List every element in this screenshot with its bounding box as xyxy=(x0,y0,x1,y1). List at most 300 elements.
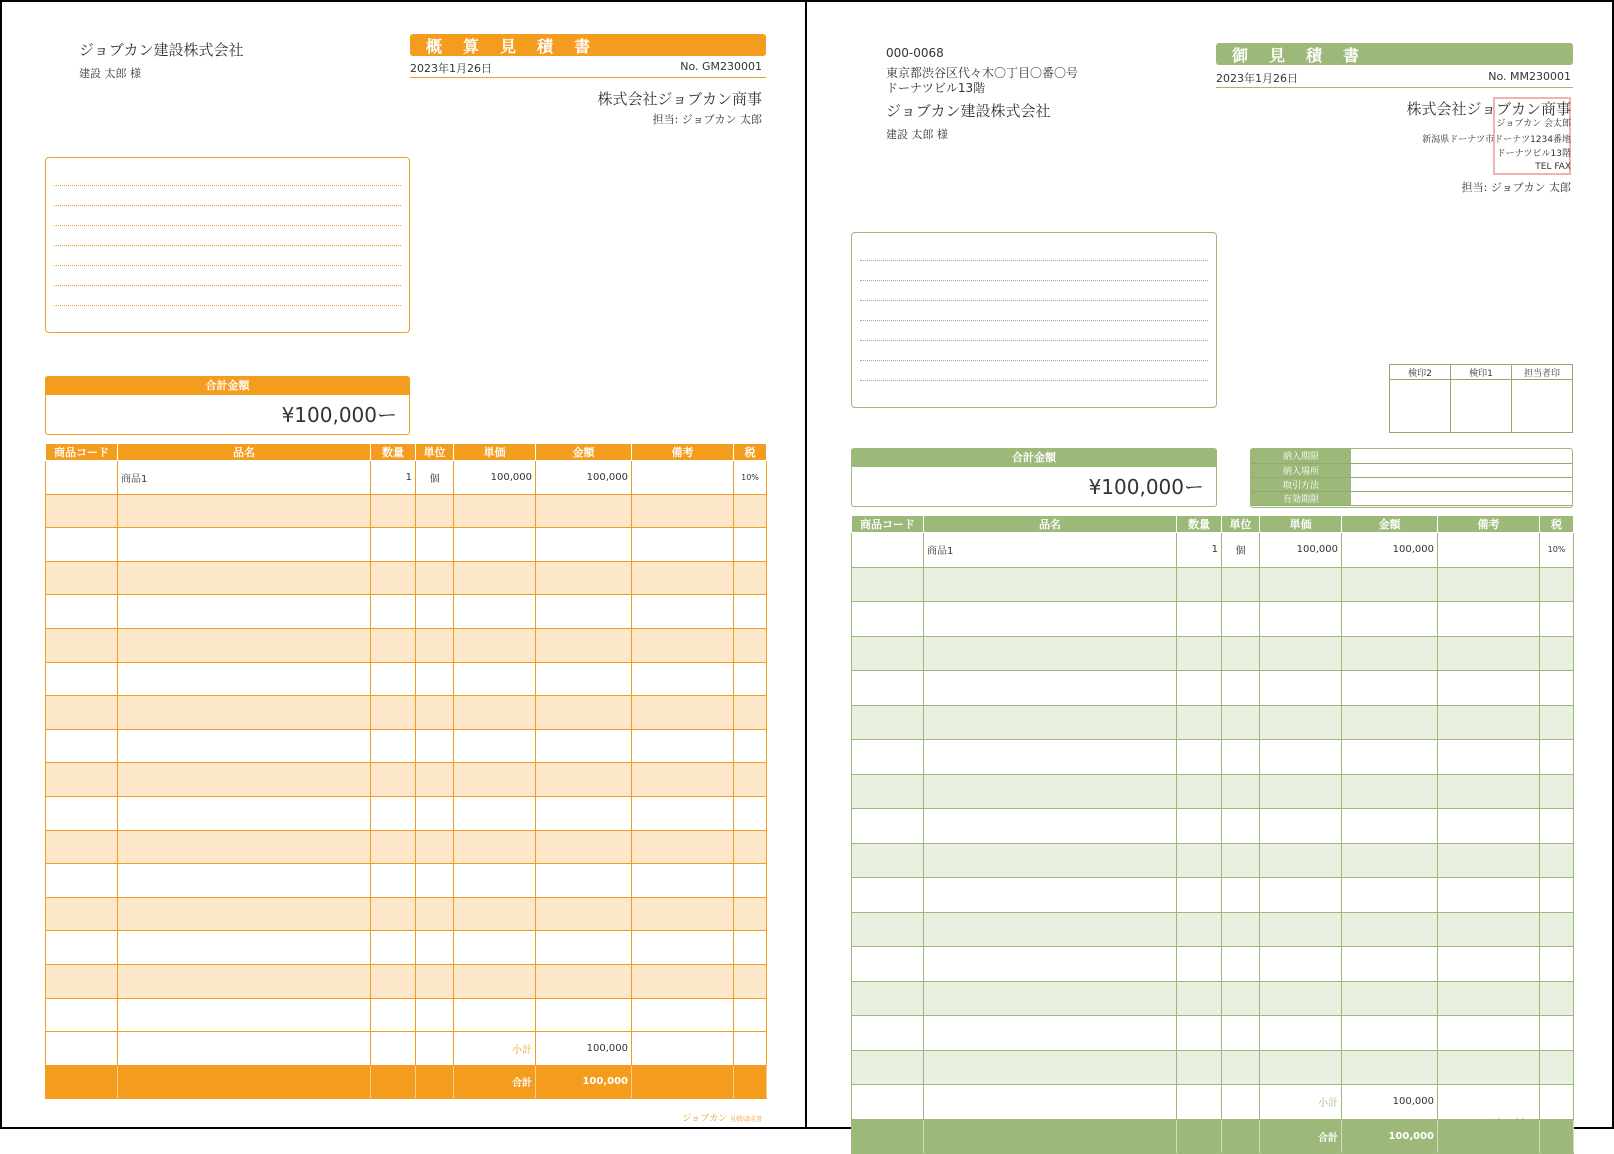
table-cell xyxy=(454,998,536,1032)
table-cell xyxy=(632,729,734,763)
table-cell xyxy=(118,864,371,898)
table-cell xyxy=(1177,740,1222,775)
table-cell xyxy=(1177,1119,1222,1154)
left-footer-brand xyxy=(682,1111,762,1124)
table-cell xyxy=(1342,1016,1438,1051)
table-cell xyxy=(454,595,536,629)
table-cell xyxy=(416,830,454,864)
table-row xyxy=(852,671,1574,706)
table-cell xyxy=(1177,947,1222,982)
right-customer-name: ジョブカン建設株式会社 xyxy=(886,102,1051,120)
table-cell xyxy=(1342,947,1438,982)
table-cell xyxy=(852,878,924,913)
table-cell xyxy=(371,796,416,830)
table-row xyxy=(46,696,767,730)
table-row xyxy=(852,1016,1574,1051)
table-cell xyxy=(118,595,371,629)
table-cell xyxy=(454,796,536,830)
left-header-rule xyxy=(410,77,766,78)
table-cell xyxy=(536,696,632,730)
table-row xyxy=(852,809,1574,844)
table-cell xyxy=(118,830,371,864)
column-header: 税 xyxy=(1540,516,1574,533)
table-cell xyxy=(1177,671,1222,706)
table-cell xyxy=(118,662,371,696)
table-cell xyxy=(371,830,416,864)
table-cell xyxy=(118,696,371,730)
table-cell xyxy=(416,1032,454,1066)
table-cell xyxy=(118,763,371,797)
table-cell xyxy=(852,602,924,637)
table-cell xyxy=(454,528,536,562)
table-cell xyxy=(1438,843,1540,878)
table-cell xyxy=(924,636,1177,671)
right-issuer-contact: 担当: ジョブカン 太郎 xyxy=(1461,181,1571,194)
left-issuer-name: 株式会社ジョブカン商事 xyxy=(597,90,762,108)
grand-total-label: 合計 xyxy=(1260,1119,1342,1154)
table-cell xyxy=(118,931,371,965)
table-cell xyxy=(632,494,734,528)
table-cell xyxy=(371,763,416,797)
table-cell xyxy=(1260,602,1342,637)
table-row xyxy=(852,567,1574,602)
table-cell xyxy=(1540,809,1574,844)
right-total-box xyxy=(851,448,1217,507)
table-cell xyxy=(1177,809,1222,844)
table-row xyxy=(46,897,767,931)
table-row xyxy=(852,533,1574,568)
table-cell xyxy=(416,897,454,931)
condition-label-deadline: 納入期限 xyxy=(1251,449,1351,463)
table-cell xyxy=(1438,912,1540,947)
title-char: 積 xyxy=(537,36,554,56)
table-header-row xyxy=(852,516,1574,533)
table-cell xyxy=(1438,1085,1540,1120)
table-cell xyxy=(1540,636,1574,671)
table-cell xyxy=(1342,774,1438,809)
table-cell xyxy=(536,830,632,864)
table-cell xyxy=(1438,981,1540,1016)
table-cell xyxy=(1438,533,1540,568)
table-cell xyxy=(1540,981,1574,1016)
table-cell xyxy=(1177,1016,1222,1051)
table-cell xyxy=(1222,1085,1260,1120)
table-cell xyxy=(1177,981,1222,1016)
table-cell xyxy=(1222,878,1260,913)
table-cell xyxy=(118,729,371,763)
table-cell xyxy=(46,561,118,595)
table-cell xyxy=(118,494,371,528)
table-cell xyxy=(1260,809,1342,844)
title-char: 積 xyxy=(1306,45,1323,65)
right-footer-brand xyxy=(1491,1115,1571,1128)
table-cell xyxy=(46,1065,118,1099)
table-cell xyxy=(371,1032,416,1066)
table-cell xyxy=(46,830,118,864)
table-cell xyxy=(632,864,734,898)
table-cell xyxy=(632,830,734,864)
table-cell xyxy=(371,628,416,662)
table-cell xyxy=(371,897,416,931)
table-cell xyxy=(734,729,767,763)
table-row xyxy=(46,931,767,965)
table-cell xyxy=(416,628,454,662)
table-cell xyxy=(371,595,416,629)
grand-total-label: 合計 xyxy=(454,1065,536,1099)
table-header-row xyxy=(46,444,767,461)
table-row xyxy=(46,494,767,528)
table-cell xyxy=(734,897,767,931)
table-cell xyxy=(1222,947,1260,982)
table-cell xyxy=(734,595,767,629)
table-cell xyxy=(734,662,767,696)
table-cell xyxy=(536,796,632,830)
left-doc-date: 2023年1月26日 xyxy=(410,62,492,75)
table-cell xyxy=(46,595,118,629)
table-row xyxy=(46,796,767,830)
table-cell xyxy=(1438,1050,1540,1085)
table-cell xyxy=(1260,912,1342,947)
column-header: 金額 xyxy=(536,444,632,461)
table-cell: 10% xyxy=(1540,533,1574,568)
table-cell xyxy=(924,843,1177,878)
grand-total-value: 100,000 xyxy=(536,1065,632,1099)
table-cell xyxy=(1260,774,1342,809)
table-row xyxy=(852,1050,1574,1085)
table-cell xyxy=(924,1016,1177,1051)
table-cell xyxy=(416,528,454,562)
table-row xyxy=(46,763,767,797)
table-cell xyxy=(1260,705,1342,740)
table-cell xyxy=(632,662,734,696)
table-cell xyxy=(632,964,734,998)
table-cell xyxy=(46,998,118,1032)
table-cell xyxy=(536,729,632,763)
table-cell xyxy=(924,774,1177,809)
table-cell xyxy=(46,864,118,898)
table-cell xyxy=(416,662,454,696)
subtotal-value: 100,000 xyxy=(536,1032,632,1066)
table-row xyxy=(46,561,767,595)
left-total-amount: ¥100,000ー xyxy=(281,403,397,427)
table-cell xyxy=(1177,705,1222,740)
table-cell: 100,000 xyxy=(1342,533,1438,568)
table-cell xyxy=(1342,912,1438,947)
column-header: 品名 xyxy=(924,516,1177,533)
table-cell xyxy=(1438,947,1540,982)
table-cell xyxy=(454,864,536,898)
table-cell xyxy=(1222,912,1260,947)
right-postal-code: 000-0068 xyxy=(886,46,944,60)
table-row xyxy=(852,774,1574,809)
table-cell xyxy=(924,740,1177,775)
table-cell xyxy=(1438,809,1540,844)
table-cell xyxy=(734,998,767,1032)
table-cell xyxy=(118,528,371,562)
table-row xyxy=(852,981,1574,1016)
table-cell xyxy=(924,809,1177,844)
right-issuer-line2: ジョブカン 会太郎 xyxy=(1496,119,1571,129)
table-cell xyxy=(416,796,454,830)
table-cell xyxy=(371,964,416,998)
table-row xyxy=(46,628,767,662)
condition-label-terms: 取引方法 xyxy=(1251,477,1351,491)
table-cell xyxy=(852,809,924,844)
table-cell xyxy=(852,1016,924,1051)
table-cell xyxy=(734,628,767,662)
grand-total-row xyxy=(46,1065,767,1099)
table-cell xyxy=(46,494,118,528)
stamp-label-person: 担当者印 xyxy=(1512,365,1573,380)
table-cell xyxy=(1342,567,1438,602)
table-cell xyxy=(536,595,632,629)
stamp-cell xyxy=(1451,380,1512,433)
table-cell xyxy=(734,561,767,595)
table-cell xyxy=(118,1065,371,1099)
table-cell xyxy=(1342,981,1438,1016)
column-header: 単位 xyxy=(1222,516,1260,533)
table-cell xyxy=(734,528,767,562)
table-cell xyxy=(1540,843,1574,878)
table-cell xyxy=(1260,843,1342,878)
table-cell xyxy=(371,528,416,562)
table-cell: 1 xyxy=(1177,533,1222,568)
table-row xyxy=(852,947,1574,982)
table-cell xyxy=(924,981,1177,1016)
table-cell xyxy=(1222,1050,1260,1085)
table-cell xyxy=(1177,636,1222,671)
table-cell xyxy=(454,897,536,931)
table-cell xyxy=(416,561,454,595)
table-cell xyxy=(371,864,416,898)
table-cell xyxy=(46,1032,118,1066)
table-cell xyxy=(1540,740,1574,775)
column-header: 数量 xyxy=(1177,516,1222,533)
left-items-table xyxy=(45,443,767,1099)
table-cell xyxy=(46,528,118,562)
table-cell xyxy=(1177,878,1222,913)
table-cell xyxy=(734,1032,767,1066)
table-cell xyxy=(371,494,416,528)
table-cell xyxy=(1342,843,1438,878)
table-cell xyxy=(454,561,536,595)
left-memo-box xyxy=(45,157,410,333)
table-cell: 個 xyxy=(1222,533,1260,568)
table-cell xyxy=(1438,602,1540,637)
right-issuer-name: 株式会社ジョブカン商事 xyxy=(1406,100,1571,118)
table-cell: 商品1 xyxy=(118,461,371,495)
table-cell xyxy=(1222,705,1260,740)
table-cell: 個 xyxy=(416,461,454,495)
table-row xyxy=(852,705,1574,740)
table-cell xyxy=(1177,843,1222,878)
right-issuer-tel: TEL FAX xyxy=(1535,162,1571,172)
table-cell xyxy=(1540,878,1574,913)
table-cell xyxy=(1177,602,1222,637)
table-cell xyxy=(632,998,734,1032)
table-cell xyxy=(536,864,632,898)
left-customer-contact: 建設 太郎 様 xyxy=(79,67,141,80)
table-cell xyxy=(1222,567,1260,602)
table-cell xyxy=(1342,809,1438,844)
table-cell xyxy=(1260,947,1342,982)
table-cell xyxy=(1260,1050,1342,1085)
table-cell xyxy=(536,628,632,662)
table-cell xyxy=(1342,740,1438,775)
column-header: 備考 xyxy=(632,444,734,461)
right-memo-box xyxy=(851,232,1217,408)
table-cell xyxy=(1222,671,1260,706)
right-address-line1: 東京都渋谷区代々木〇丁目〇番〇号 xyxy=(886,66,1079,80)
table-cell xyxy=(371,662,416,696)
table-row xyxy=(46,662,767,696)
table-cell xyxy=(1222,1119,1260,1154)
table-cell xyxy=(1540,1016,1574,1051)
table-row xyxy=(46,998,767,1032)
left-doc-number: No. GM230001 xyxy=(680,60,762,73)
right-address-line2: ドーナツビル13階 xyxy=(886,81,986,95)
table-cell xyxy=(1222,981,1260,1016)
right-estimate-page xyxy=(805,0,1614,1144)
table-cell xyxy=(1222,774,1260,809)
table-cell xyxy=(536,494,632,528)
table-cell xyxy=(371,1065,416,1099)
table-cell xyxy=(46,931,118,965)
table-cell xyxy=(852,981,924,1016)
table-cell xyxy=(1438,636,1540,671)
table-cell xyxy=(46,964,118,998)
column-header: 単価 xyxy=(454,444,536,461)
table-cell xyxy=(1177,1050,1222,1085)
table-cell xyxy=(1222,602,1260,637)
table-cell xyxy=(416,864,454,898)
table-cell xyxy=(454,729,536,763)
subtotal-label: 小計 xyxy=(1260,1085,1342,1120)
table-cell: 100,000 xyxy=(454,461,536,495)
table-cell xyxy=(1540,602,1574,637)
table-cell xyxy=(454,628,536,662)
table-cell xyxy=(454,931,536,965)
table-cell xyxy=(454,662,536,696)
table-cell xyxy=(924,1085,1177,1120)
table-cell xyxy=(46,696,118,730)
table-cell xyxy=(46,461,118,495)
table-cell xyxy=(852,705,924,740)
right-footer-sub: 見積/請求書 xyxy=(1538,1120,1571,1127)
table-cell xyxy=(852,1085,924,1120)
table-cell: 10% xyxy=(734,461,767,495)
right-total-amount: ¥100,000ー xyxy=(1088,475,1204,499)
right-items-table xyxy=(851,515,1574,1154)
condition-value xyxy=(1351,463,1572,477)
table-cell xyxy=(371,729,416,763)
table-row xyxy=(46,595,767,629)
table-cell xyxy=(1438,774,1540,809)
table-cell xyxy=(371,998,416,1032)
column-header: 税 xyxy=(734,444,767,461)
table-row xyxy=(46,461,767,495)
table-row xyxy=(852,636,1574,671)
table-cell xyxy=(1540,774,1574,809)
table-row xyxy=(852,878,1574,913)
table-cell xyxy=(1540,1085,1574,1120)
table-cell xyxy=(1342,705,1438,740)
table-cell xyxy=(416,763,454,797)
subtotal-label: 小計 xyxy=(454,1032,536,1066)
left-total-box xyxy=(45,376,410,435)
table-cell xyxy=(852,740,924,775)
table-cell xyxy=(1342,671,1438,706)
left-issuer-contact: 担当: ジョブカン 太郎 xyxy=(652,113,762,126)
column-header: 商品コード xyxy=(46,444,118,461)
table-cell xyxy=(1260,671,1342,706)
table-cell xyxy=(416,729,454,763)
approval-stamp-table xyxy=(1389,364,1573,433)
table-cell xyxy=(1438,567,1540,602)
table-cell xyxy=(118,897,371,931)
table-cell xyxy=(1260,567,1342,602)
table-cell xyxy=(1222,809,1260,844)
subtotal-row xyxy=(46,1032,767,1066)
table-row xyxy=(46,528,767,562)
table-cell xyxy=(536,662,632,696)
table-cell xyxy=(632,595,734,629)
table-cell xyxy=(46,763,118,797)
table-cell xyxy=(536,998,632,1032)
table-cell xyxy=(1540,671,1574,706)
condition-label-validity: 有効期限 xyxy=(1251,491,1351,505)
table-cell xyxy=(536,897,632,931)
table-cell xyxy=(734,796,767,830)
table-cell xyxy=(46,729,118,763)
table-cell: 100,000 xyxy=(1260,533,1342,568)
table-cell xyxy=(1222,740,1260,775)
table-cell xyxy=(852,567,924,602)
table-cell: 100,000 xyxy=(536,461,632,495)
table-cell xyxy=(1342,602,1438,637)
column-header: 単価 xyxy=(1260,516,1342,533)
left-customer-name: ジョブカン建設株式会社 xyxy=(79,41,244,59)
table-cell xyxy=(632,528,734,562)
table-cell xyxy=(632,1065,734,1099)
left-footer-sub: 見積/請求書 xyxy=(729,1116,762,1123)
right-doc-number: No. MM230001 xyxy=(1488,70,1571,83)
table-cell xyxy=(371,561,416,595)
table-cell xyxy=(734,864,767,898)
table-cell xyxy=(416,931,454,965)
table-cell xyxy=(852,843,924,878)
table-cell xyxy=(454,696,536,730)
table-cell xyxy=(734,830,767,864)
table-cell xyxy=(734,763,767,797)
table-cell xyxy=(852,1050,924,1085)
table-cell xyxy=(852,774,924,809)
table-cell xyxy=(852,533,924,568)
table-cell xyxy=(924,947,1177,982)
table-cell xyxy=(1177,567,1222,602)
table-cell xyxy=(1222,843,1260,878)
table-cell xyxy=(1260,878,1342,913)
table-cell xyxy=(924,1119,1177,1154)
table-cell xyxy=(536,561,632,595)
table-cell xyxy=(416,998,454,1032)
table-cell xyxy=(1342,1050,1438,1085)
title-char: 書 xyxy=(1343,45,1360,65)
table-cell xyxy=(118,964,371,998)
table-cell xyxy=(1260,636,1342,671)
condition-label-place: 納入場所 xyxy=(1251,463,1351,477)
table-cell xyxy=(852,671,924,706)
